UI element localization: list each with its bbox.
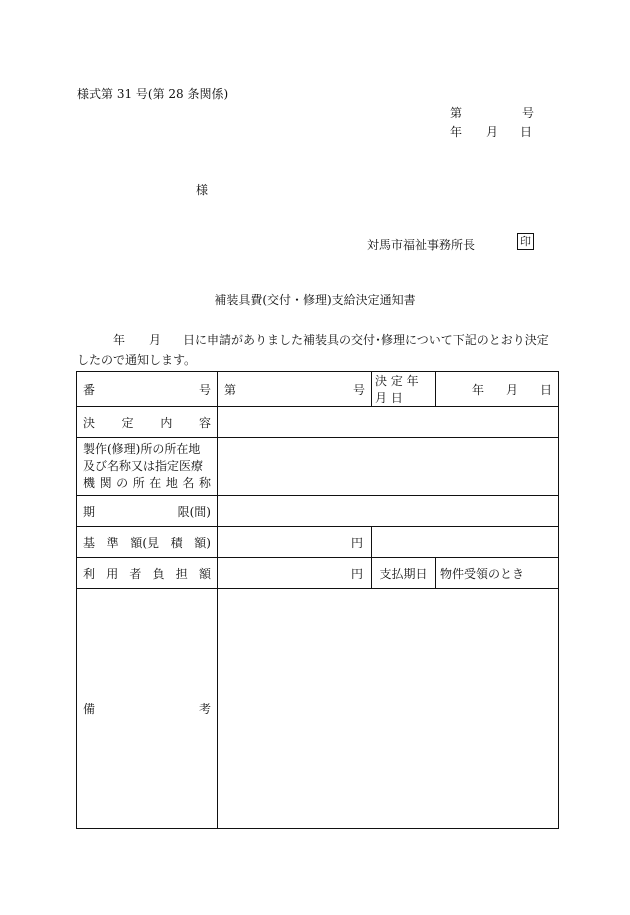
manufacturer-label-char: 名 (182, 476, 195, 490)
manufacturer-label-char: の (116, 476, 129, 490)
user-burden-char: 利 (83, 566, 96, 581)
manufacturer-label-char: 機 (83, 476, 96, 490)
standard-amount-label-cell (77, 527, 218, 558)
payment-date-value-cell (436, 558, 559, 589)
manufacturer-label-line2: 及び名称又は指定医療 (83, 459, 204, 473)
decision-content-value-cell[interactable] (218, 407, 559, 438)
number-label-cell (77, 372, 218, 407)
decision-content-label-cell (77, 407, 218, 438)
standard-amount-char: 額) (194, 535, 211, 550)
standard-amount-unit: 円 (350, 535, 363, 550)
manufacturer-label-char: 所 (132, 476, 145, 490)
standard-amount-char: 額(見 (130, 535, 159, 550)
manufacturer-label-char: 地 (165, 476, 178, 490)
payment-date-value: 物件受領のとき (440, 566, 525, 581)
standard-amount-extra-cell[interactable] (372, 527, 559, 558)
payment-date-label: 支払期日 (379, 566, 428, 581)
user-burden-char: 額 (198, 566, 211, 581)
decision-month: 月 (505, 382, 518, 397)
manufacturer-label-char: 関 (99, 476, 112, 490)
payment-date-label-cell (372, 558, 436, 589)
decision-table (76, 371, 559, 829)
period-label-cell (77, 496, 218, 527)
user-burden-unit: 円 (350, 566, 363, 581)
table-row-manufacturer (77, 438, 559, 496)
manufacturer-label-line1: 製作(修理)所の所在地 (83, 442, 201, 456)
body-month: 月 (149, 333, 162, 347)
table-row-period (77, 496, 559, 527)
user-burden-label-cell (77, 558, 218, 589)
standard-amount-value-cell[interactable] (218, 527, 372, 558)
date-year-label: 年 (450, 125, 463, 139)
decision-content-char: 内 (160, 415, 173, 430)
number-prefix: 第 (224, 382, 237, 397)
number-value-cell[interactable] (218, 372, 372, 407)
seal-icon: 印 (517, 233, 534, 250)
issuer-name: 対馬市福祉事務所長 (367, 238, 476, 252)
user-burden-char: 用 (106, 566, 119, 581)
table-row-remarks (77, 589, 559, 829)
period-label-left: 期 (83, 504, 96, 519)
decision-date-label: 決 定 年 月 日 (375, 374, 419, 405)
document-number-prefix: 第 (450, 106, 463, 120)
manufacturer-value-cell[interactable] (218, 438, 559, 496)
decision-day: 日 (539, 382, 552, 397)
table-row-user-burden (77, 558, 559, 589)
decision-content-char: 容 (198, 415, 211, 430)
form-number: 様式第 31 号(第 28 条関係) (77, 87, 229, 101)
table-row-number (77, 372, 559, 407)
remarks-value-cell[interactable] (218, 589, 559, 829)
standard-amount-char: 積 (170, 535, 183, 550)
standard-amount-char: 準 (106, 535, 119, 550)
standard-amount-char: 基 (83, 535, 96, 550)
decision-date-label-cell (372, 372, 436, 407)
addressee-suffix: 様 (196, 183, 209, 197)
remarks-label-left: 備 (83, 702, 96, 716)
user-burden-char: 負 (152, 566, 165, 581)
remarks-label-right: 考 (198, 702, 211, 716)
number-label-left: 番 (83, 382, 96, 397)
table-row-decision-content (77, 407, 559, 438)
manufacturer-label-char: 在 (149, 476, 162, 490)
user-burden-value-cell[interactable] (218, 558, 372, 589)
manufacturer-label-cell (77, 438, 218, 496)
body-paragraph (77, 330, 559, 370)
decision-content-char: 決 (83, 415, 96, 430)
remarks-label-cell (77, 589, 218, 829)
user-burden-char: 担 (175, 566, 188, 581)
decision-date-value-cell[interactable] (436, 372, 559, 407)
period-value-cell[interactable] (218, 496, 559, 527)
manufacturer-label-char: 称 (198, 476, 211, 490)
decision-content-char: 定 (121, 415, 134, 430)
number-label-right: 号 (198, 382, 211, 397)
body-year: 年 (113, 333, 126, 347)
document-number-suffix: 号 (522, 106, 535, 120)
date-day-label: 日 (520, 125, 533, 139)
date-month-label: 月 (486, 125, 499, 139)
document-title: 補装具費(交付・修理)支給決定通知書 (214, 293, 416, 307)
table-row-standard-amount (77, 527, 559, 558)
number-suffix: 号 (352, 382, 365, 397)
decision-year: 年 (472, 382, 485, 397)
period-label-right: 限(間) (177, 504, 211, 519)
user-burden-char: 者 (129, 566, 142, 581)
body-text: 日に申請がありました補装具の交付･修理について下記のとおり決定したので通知します。 (77, 333, 549, 367)
